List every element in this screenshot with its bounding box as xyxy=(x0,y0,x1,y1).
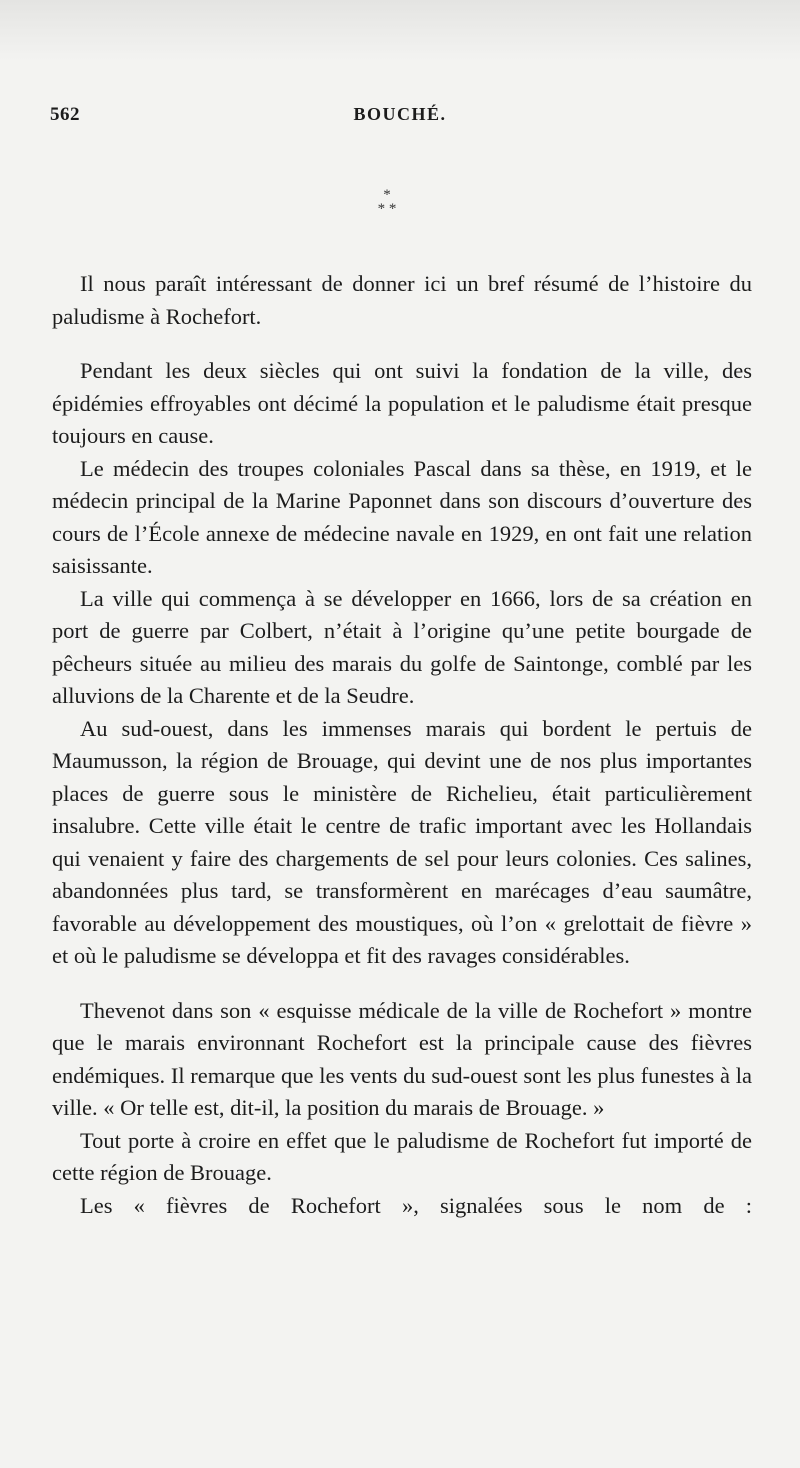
asterism-ornament xyxy=(370,188,404,228)
paragraph-fevers: Les « fièvres de Rochefort », signalées sous le nom de : xyxy=(80,1192,752,1218)
paragraph-epidemics: Pendant les deux siècles qui ont suivi la fondation de la ville, des épidémies effroyables ont décimé la population et le paludisme était presque toujours en cause. xyxy=(52,358,752,448)
paragraph-importation: Tout porte à croire en effet que le paludisme de Rochefort fut importé de cette région de Brouage. xyxy=(52,1127,752,1185)
asterism-top: * xyxy=(383,187,391,203)
paragraph-town-founding: La ville qui commença à se développer en 1666, lors de sa création en port de guerre par Colbert, n’était à l’origine qu’une petite bourgade de pêcheurs située au milieu des marais du golfe de Saintonge, comblé par les alluvions de la Charente et de la Seudre. xyxy=(52,585,752,708)
paragraph-brouage: Au sud-ouest, dans les immenses marais qui bordent le pertuis de Maumusson, la région de Brouage, qui devint une de nos plus importantes places de guerre sous le ministère de Richelieu, était particulièrement insalubre. Cette ville était le centre de trafic important avec les Hollandais qui venaient y faire des chargements de sel pour leurs colonies. Ces salines, abandonnées plus tard, se transformèrent en marécages d’eau saumâtre, favorable au développement des moustiques, où l’on « grelottait de fièvre » et où le paludisme se développa et fit des ravages considérables. xyxy=(52,715,752,968)
page-number: 562 xyxy=(50,104,80,125)
asterism-bottom: * * xyxy=(377,201,397,217)
paragraph-pascal-paponnet: Le médecin des troupes coloniales Pascal dans sa thèse, en 1919, et le médecin principal de la Marine Paponnet dans son discours d’ouverture des cours de l’École annexe de médecine navale en 1929, en ont fait une relation saisissante. xyxy=(52,455,752,578)
running-head xyxy=(50,104,750,134)
paragraph-intro: Il nous paraît intéressant de donner ici un bref résumé de l’histoire du paludisme à Rochefort. xyxy=(52,271,752,329)
page-edge-shading xyxy=(0,0,800,60)
paragraph-thevenot: Thevenot dans son « esquisse médicale de la ville de Rochefort » montre que le marais environnant Rochefort est la principale cause des fièvres endémiques. Il remarque que les vents du sud-ouest sont les plus funestes à la ville. « Or telle est, dit-il, la position du marais de Brouage. » xyxy=(52,997,752,1120)
running-title: BOUCHÉ. xyxy=(353,104,447,124)
article-body xyxy=(52,268,752,1222)
